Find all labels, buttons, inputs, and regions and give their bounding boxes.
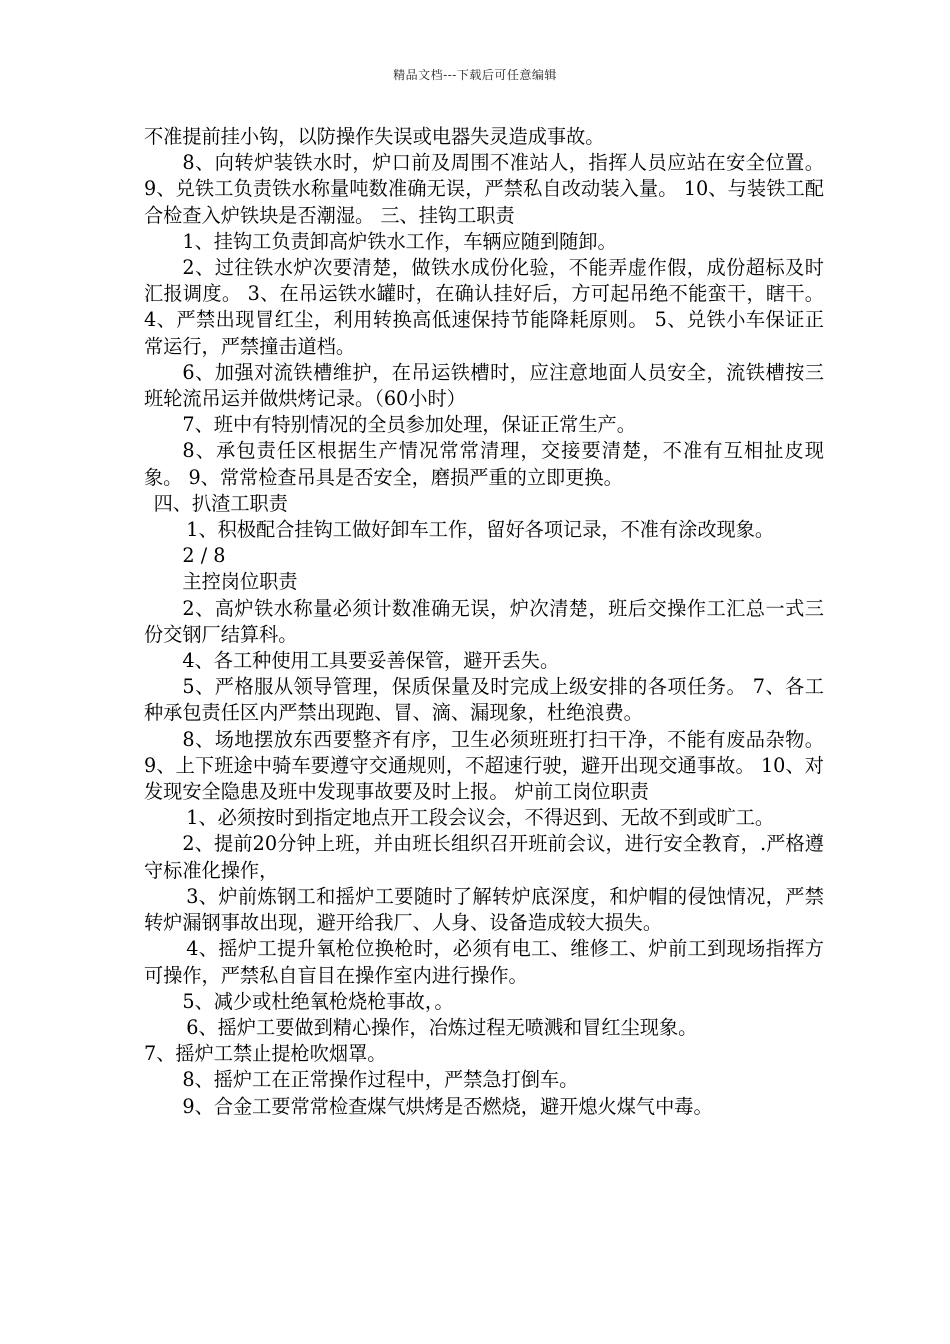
paragraph: 1、必须按时到指定地点开工段会议会，不得迟到、无故不到或旷工。 — [186, 806, 775, 830]
paragraph: 1、积极配合挂钩工做好卸车工作，留好各项记录，不准有涂改现象。 — [186, 518, 775, 542]
paragraph: 6、加强对流铁槽维护，在吊运铁槽时，应注意地面人员安全，流铁槽按三班轮流吊运并做烘烤记录。（60小时） — [144, 360, 824, 411]
paragraph: 2、提前20分钟上班，并由班长组织召开班前会议，进行安全教育，.严格遵守标准化操作， — [144, 832, 824, 882]
paragraph: 2、过往铁水炉次要清楚，做铁水成份化验，不能弄虚作假，成份超标及时汇报调度。 3、在吊运铁水罐时，在确认挂好后，方可起吊绝不能蛮干，瞎干。 4、严禁出现冒红尘，利用转换高低速保持节能降耗原则。 5、兑铁小车保证正常运行，严禁撞击道档。 — [144, 256, 824, 358]
paragraph: 9、合金工要常常检查煤气烘烤是否燃烧，避开熄火煤气中毒。 — [182, 1094, 713, 1118]
paragraph: 3、炉前炼钢工和摇炉工要随时了解转炉底深度，和炉帽的侵蚀情况，严禁转炉漏钢事故出现，避开给我厂、人身、设备造成较大损失。 — [144, 884, 824, 935]
page-header: 精品文档---下载后可任意编辑 — [393, 68, 557, 82]
paragraph: 7、摇炉工禁止提枪吹烟罩。 — [144, 1042, 387, 1066]
section-heading: 四、扒渣工职责 — [153, 491, 288, 515]
section-heading: 主控岗位职责 — [182, 570, 298, 594]
document-body — [144, 124, 824, 1120]
paragraph: 6、摇炉工要做到精心操作，冶炼过程无喷溅和冒红尘现象。 — [186, 1015, 698, 1039]
paragraph: 2、高炉铁水称量必须计数准确无误，炉次清楚，班后交操作工汇总一式三份交钢厂结算科。 — [144, 596, 824, 646]
paragraph: 8、摇炉工在正常操作过程中，严禁急打倒车。 — [182, 1068, 579, 1092]
paragraph: 5、严格服从领导管理，保质保量及时完成上级安排的各项任务。 7、各工种承包责任区内严禁出现跑、冒、滴、漏现象，杜绝浪费。 — [144, 675, 824, 725]
paragraph: 不准提前挂小钩，以防操作失误或电器失灵造成事故。 — [144, 125, 605, 148]
paragraph: 5、减少或杜绝氧枪烧枪事故，。 — [182, 989, 454, 1013]
paragraph: 8、场地摆放东西要整齐有序，卫生必须班班打扫干净，不能有废品杂物。 9、上下班途中骑车要遵守交通规则，不超速行驶，避开出现交通事故。 10、对发现安全隐患及班中发现事故要及时上报。 炉前工岗位职责 — [144, 727, 824, 804]
paragraph: 4、摇炉工提升氧枪位换枪时，必须有电工、维修工、炉前工到现场指挥方可操作，严禁私自盲目在操作室内进行操作。 — [144, 937, 824, 987]
paragraph: 4、各工种使用工具要妥善保管，避开丢失。 — [182, 649, 560, 673]
paragraph: 7、班中有特别情况的全员参加处理，保证正常生产。 — [182, 413, 636, 437]
paragraph: 8、承包责任区根据生产情况常常清理，交接要清楚，不准有互相扯皮现象。 9、常常检查吊具是否安全，磨损严重的立即更换。 — [144, 439, 824, 489]
page-number: 2 / 8 — [182, 544, 226, 568]
paragraph: 1、挂钩工负责卸高炉铁水工作，车辆应随到随卸。 — [182, 229, 617, 253]
paragraph: 8、向转炉装铁水时，炉口前及周围不准站人，指挥人员应站在安全位置。 9、兑铁工负责铁水称量吨数准确无误，严禁私自改动装入量。 10、与装铁工配合检查入炉铁块是否潮湿。 三、挂钩工职责 — [144, 151, 824, 227]
